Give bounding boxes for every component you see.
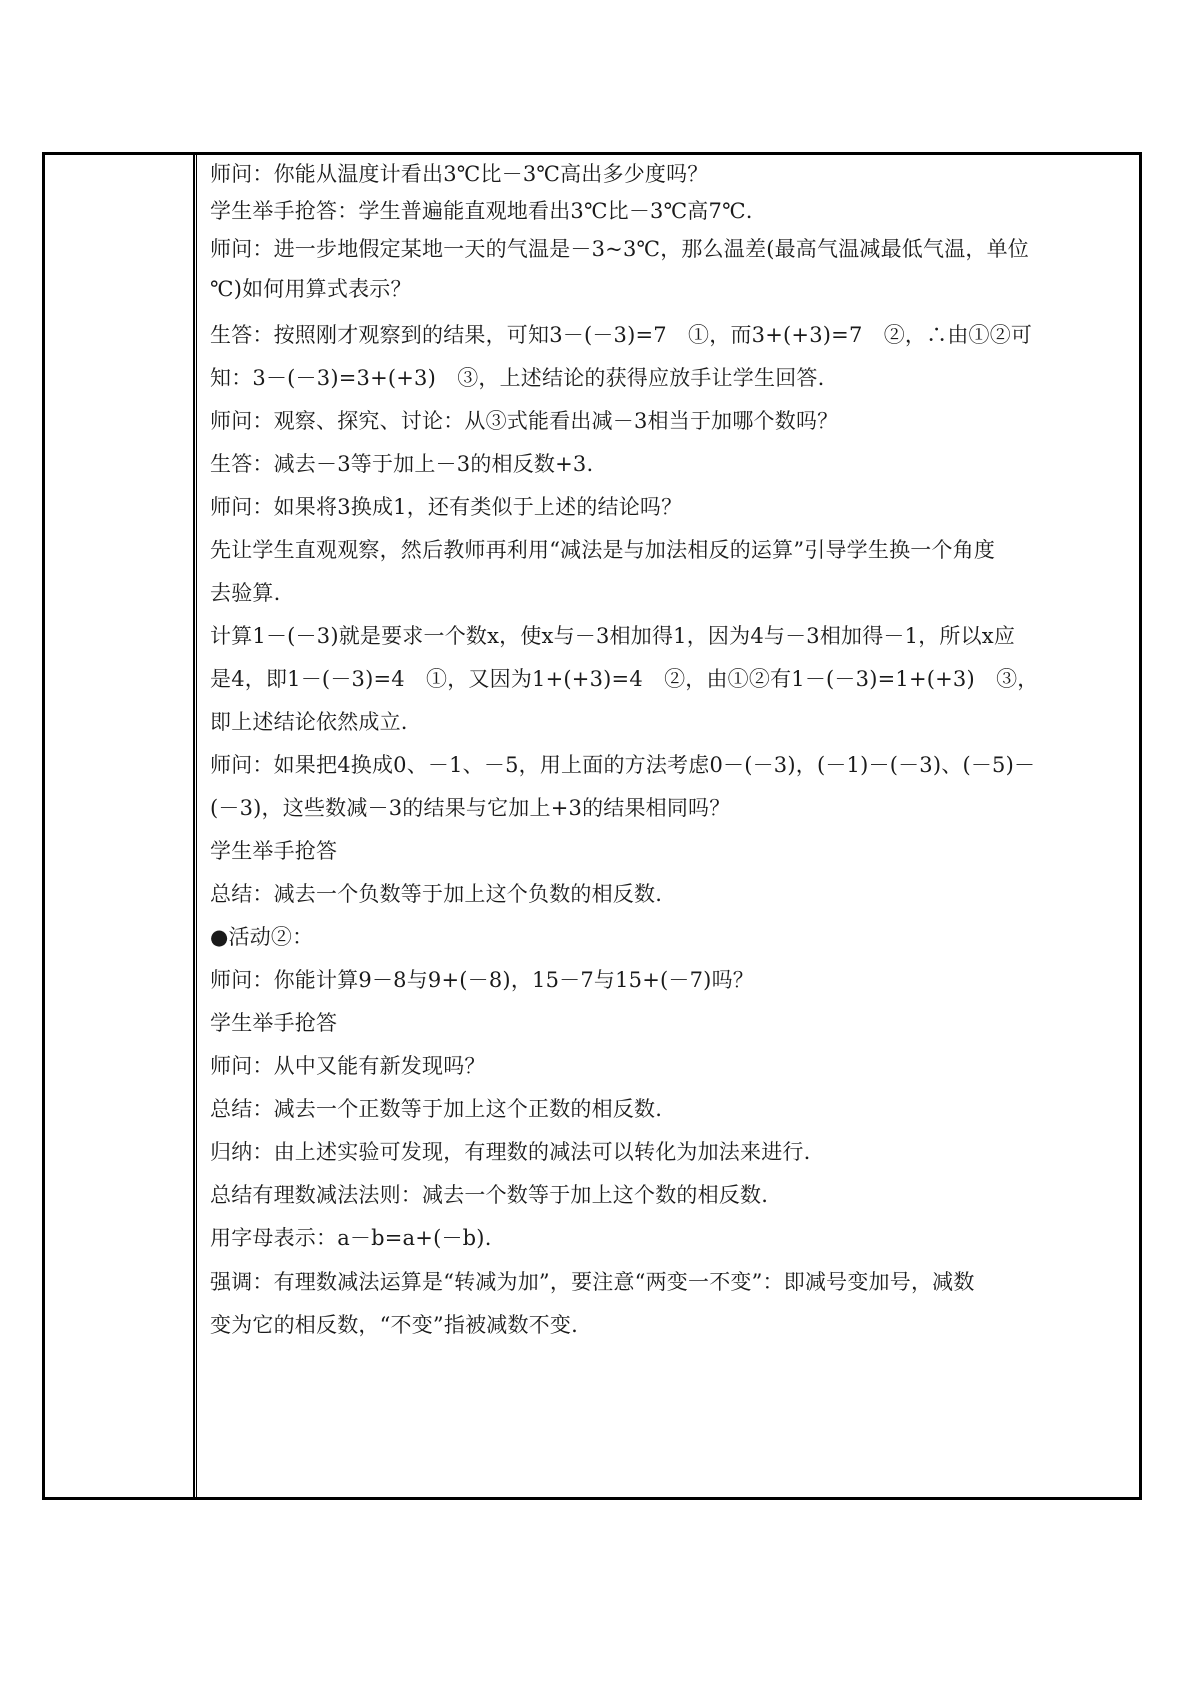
text-line: 学生举手抢答 <box>210 839 338 863</box>
text-line: 师问：进一步地假定某地一天的气温是－3~3℃，那么温差(最高气温减最低气温，单位 <box>210 237 1029 261</box>
text-line: 总结有理数减法法则：减去一个数等于加上这个数的相反数. <box>210 1183 769 1207</box>
text-line: 学生举手抢答 <box>210 1011 338 1035</box>
text-line: 变为它的相反数，“不变”指被减数不变. <box>210 1313 578 1337</box>
text-line: 知：3－(－3)=3+(+3) ③，上述结论的获得应放手让学生回答. <box>210 366 825 390</box>
text-line: 师问：观察、探究、讨论：从③式能看出减－3相当于加哪个数吗？ <box>210 409 839 433</box>
lesson-table <box>42 152 1142 1500</box>
text-line: 师问：从中又能有新发现吗？ <box>210 1054 486 1078</box>
table-right-column <box>196 155 1137 1497</box>
text-line: ●活动②： <box>210 925 314 949</box>
table-left-column <box>45 155 195 1497</box>
text-line: 先让学生直观观察，然后教师再利用“减法是与加法相反的运算”引导学生换一个角度 <box>210 538 996 562</box>
text-line: 生答：减去－3等于加上－3的相反数+3. <box>210 452 594 476</box>
text-line: 即上述结论依然成立. <box>210 710 408 734</box>
text-line: 是4，即1－(－3)=4 ①，又因为1+(+3)=4 ②，由①②有1－(－3)=1+(+3) ③， <box>210 667 1039 691</box>
text-line: 生答：按照刚才观察到的结果，可知3－(－3)=7 ①，而3+(+3)=7 ②，∴由①②可 <box>210 323 1033 347</box>
text-line: 总结：减去一个正数等于加上这个正数的相反数. <box>210 1097 663 1121</box>
text-line: 归纳：由上述实验可发现，有理数的减法可以转化为加法来进行. <box>210 1140 811 1164</box>
text-line: 学生举手抢答：学生普遍能直观地看出3℃比－3℃高7℃. <box>210 199 753 223</box>
text-line: 计算1－(－3)就是要求一个数x，使x与－3相加得1，因为4与－3相加得－1，所以x应 <box>210 624 1016 648</box>
text-line: 总结：减去一个负数等于加上这个负数的相反数. <box>210 882 663 906</box>
text-line: 用字母表示：a－b=a+(－b). <box>210 1226 492 1250</box>
text-line: 师问：如果把4换成0、－1、－5，用上面的方法考虑0－(－3)，(－1)－(－3)、(－5)－ <box>210 753 1036 777</box>
text-line: 师问：你能从温度计看出3℃比－3℃高出多少度吗？ <box>210 162 709 186</box>
text-line: 强调：有理数减法运算是“转减为加”，要注意“两变一不变”：即减号变加号，减数 <box>210 1270 975 1294</box>
text-line: 师问：如果将3换成1，还有类似于上述的结论吗？ <box>210 495 683 519</box>
text-line: 师问：你能计算9－8与9+(－8)，15－7与15+(－7)吗？ <box>210 968 754 992</box>
text-line: ℃)如何用算式表示？ <box>210 277 412 301</box>
text-line: 去验算. <box>210 581 281 605</box>
text-line: (－3)，这些数减－3的结果与它加上+3的结果相同吗？ <box>210 796 731 820</box>
